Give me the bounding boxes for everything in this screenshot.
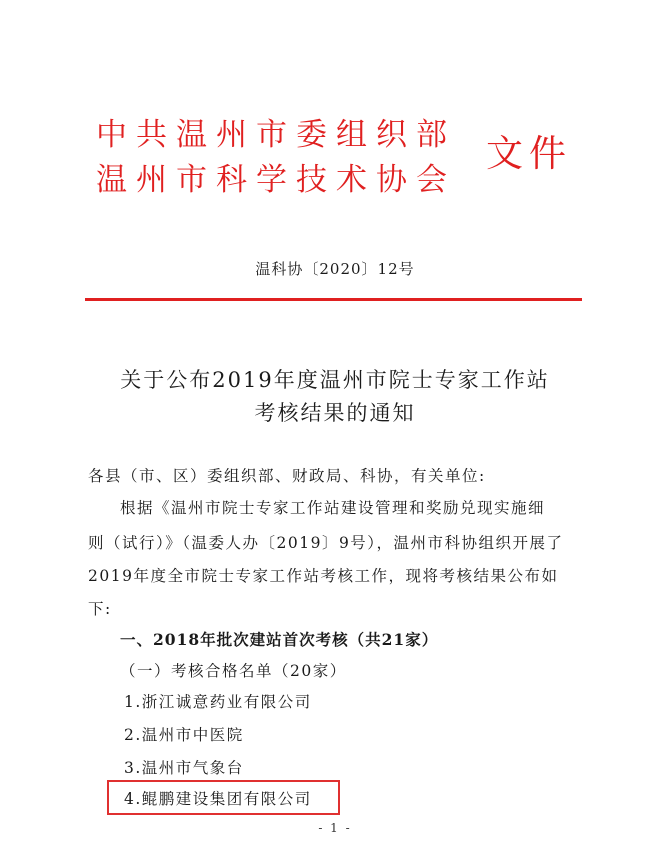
paragraph-line: 根据《温州市院士专家工作站建设管理和奖励兑现实施细 — [120, 499, 546, 517]
paragraph-line: 则（试行）》（温委人办〔2019〕9号），温州市科协组织开展了 — [88, 534, 564, 552]
paragraph-line: 下: — [88, 600, 112, 618]
issuing-org-line-2: 温州市科学技术协会 — [96, 162, 456, 198]
list-item: 4.鲲鹏建设集团有限公司 — [124, 790, 312, 808]
notice-title-line-2: 考核结果的通知 — [254, 401, 416, 425]
list-item: 3.温州市气象台 — [124, 759, 244, 777]
document-number: 温科协〔2020〕12号 — [255, 260, 415, 278]
highlight-box — [107, 780, 340, 815]
list-item: 2.温州市中医院 — [124, 726, 244, 744]
document-type-label: 文件 — [486, 132, 572, 175]
salutation: 各县（市、区）委组织部、财政局、科协，有关单位: — [88, 467, 486, 485]
subsection-heading: （一）考核合格名单（20家） — [120, 662, 347, 680]
notice-title-line-1: 关于公布2019年度温州市院士专家工作站 — [120, 368, 550, 392]
page-number: - 1 - — [318, 821, 352, 835]
section-heading: 一、2018年批次建站首次考核（共21家） — [120, 630, 439, 649]
list-item: 1.浙江诚意药业有限公司 — [124, 693, 312, 711]
paragraph-line: 2019年度全市院士专家工作站考核工作，现将考核结果公布如 — [88, 567, 559, 585]
red-divider-line — [85, 298, 582, 301]
issuing-org-line-1: 中共温州市委组织部 — [96, 117, 456, 153]
